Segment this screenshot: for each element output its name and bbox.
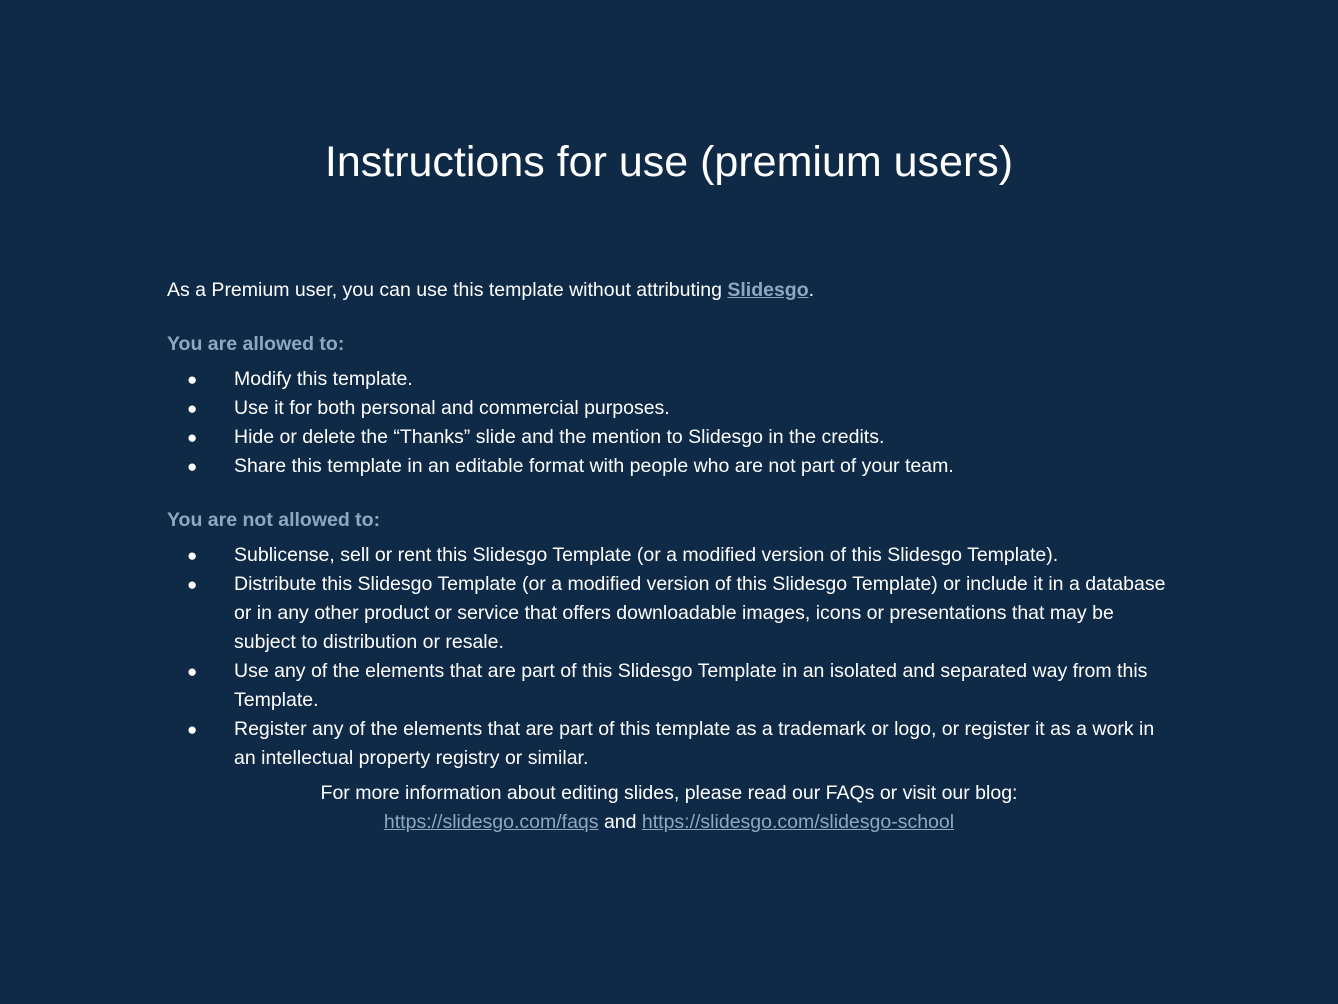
bullet-icon: ● xyxy=(187,546,198,565)
intro-period: . xyxy=(808,279,815,301)
not-allowed-heading: You are not allowed to: xyxy=(167,509,381,531)
list-item-text: Register any of the elements that are part of this template as a trademark or logo, or register it as a work in an intellectual property registry or similar. xyxy=(234,718,1155,769)
bullet-icon: ● xyxy=(187,399,198,418)
list-item xyxy=(167,365,1177,394)
list-item xyxy=(167,541,1177,570)
slidesgo-school-link[interactable]: https://slidesgo.com/slidesgo-school xyxy=(641,811,955,833)
faqs-link[interactable]: https://slidesgo.com/faqs xyxy=(383,811,599,833)
content-body xyxy=(167,276,1177,773)
footer-text: For more information about editing slides, please read our FAQs or visit our blog: xyxy=(320,782,1018,804)
bullet-icon: ● xyxy=(187,575,198,594)
list-item-text: Use it for both personal and commercial purposes. xyxy=(234,397,670,419)
slidesgo-link[interactable]: Slidesgo xyxy=(727,279,809,301)
bullet-icon: ● xyxy=(187,720,198,739)
bullet-icon: ● xyxy=(187,662,198,681)
list-item xyxy=(167,452,1177,481)
not-allowed-list xyxy=(167,541,1177,773)
allowed-heading: You are allowed to: xyxy=(167,333,345,355)
bullet-icon: ● xyxy=(187,457,198,476)
list-item xyxy=(167,394,1177,423)
footer-connector: and xyxy=(598,811,642,833)
slide-title: Instructions for use (premium users) xyxy=(324,138,1014,186)
list-item xyxy=(167,715,1177,773)
intro-paragraph xyxy=(167,276,1177,305)
list-item xyxy=(167,423,1177,452)
intro-text: As a Premium user, you can use this template without attributing xyxy=(167,279,728,301)
list-item-text: Distribute this Slidesgo Template (or a modified version of this Slidesgo Template) or include it in a database or in any other product or service that offers downloadable images, icons or presentations that may be subject to distribution or resale. xyxy=(234,573,1166,653)
footer-links xyxy=(0,808,1338,837)
list-item-text: Share this template in an editable format with people who are not part of your team. xyxy=(234,455,954,477)
list-item xyxy=(167,657,1177,715)
list-item-text: Modify this template. xyxy=(234,368,413,390)
list-item xyxy=(167,570,1177,657)
list-item-text: Use any of the elements that are part of this Slidesgo Template in an isolated and separated way from this Template. xyxy=(234,660,1148,711)
bullet-icon: ● xyxy=(187,370,198,389)
footer xyxy=(0,779,1338,837)
bullet-icon: ● xyxy=(187,428,198,447)
allowed-list xyxy=(167,365,1177,481)
list-item-text: Hide or delete the “Thanks” slide and the mention to Slidesgo in the credits. xyxy=(234,426,885,448)
list-item-text: Sublicense, sell or rent this Slidesgo Template (or a modified version of this Slidesgo Template). xyxy=(234,544,1059,566)
